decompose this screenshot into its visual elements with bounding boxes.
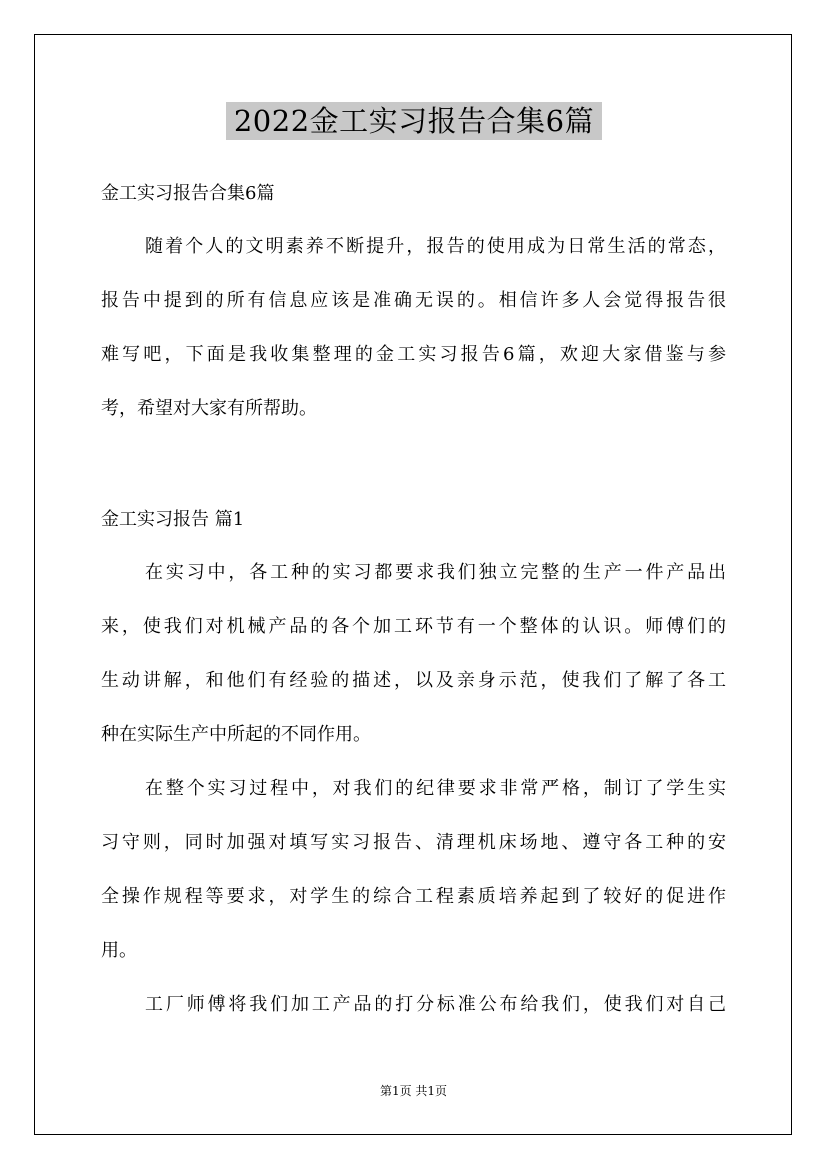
intro-line-1: 随着个人的文明素养不断提升，报告的使用成为日常生活的常态，	[145, 236, 726, 257]
para2-line-1: 在整个实习过程中，对我们的纪律要求非常严格，制订了学生实	[145, 778, 726, 799]
document-title: 2022金工实习报告合集6篇	[226, 102, 602, 140]
para2-line-3: 全操作规程等要求，对学生的综合工程素质培养起到了较好的促进作	[101, 886, 726, 907]
para2-line-4: 用。	[101, 940, 137, 961]
intro-line-4: 考，希望对大家有所帮助。	[101, 398, 317, 419]
para2-line-2: 习守则，同时加强对填写实习报告、清理机床场地、遵守各工种的安	[101, 832, 726, 853]
para3-line-1: 工厂师傅将我们加工产品的打分标准公布给我们，使我们对自己	[145, 994, 726, 1015]
para1-line-1: 在实习中，各工种的实习都要求我们独立完整的生产一件产品出	[145, 562, 726, 583]
page-footer: 第1页 共1页	[379, 1084, 448, 1098]
section-heading: 金工实习报告 篇1	[101, 509, 245, 530]
intro-line-2: 报告中提到的所有信息应该是准确无误的。相信许多人会觉得报告很	[101, 290, 726, 311]
para1-line-2: 来，使我们对机械产品的各个加工环节有一个整体的认识。师傅们的	[101, 616, 726, 637]
intro-line-3: 难写吧，下面是我收集整理的金工实习报告6篇，欢迎大家借鉴与参	[101, 344, 726, 365]
para1-line-4: 种在实际生产中所起的不同作用。	[101, 724, 371, 745]
document-subtitle: 金工实习报告合集6篇	[101, 183, 275, 204]
para1-line-3: 生动讲解，和他们有经验的描述，以及亲身示范，使我们了解了各工	[101, 670, 726, 691]
